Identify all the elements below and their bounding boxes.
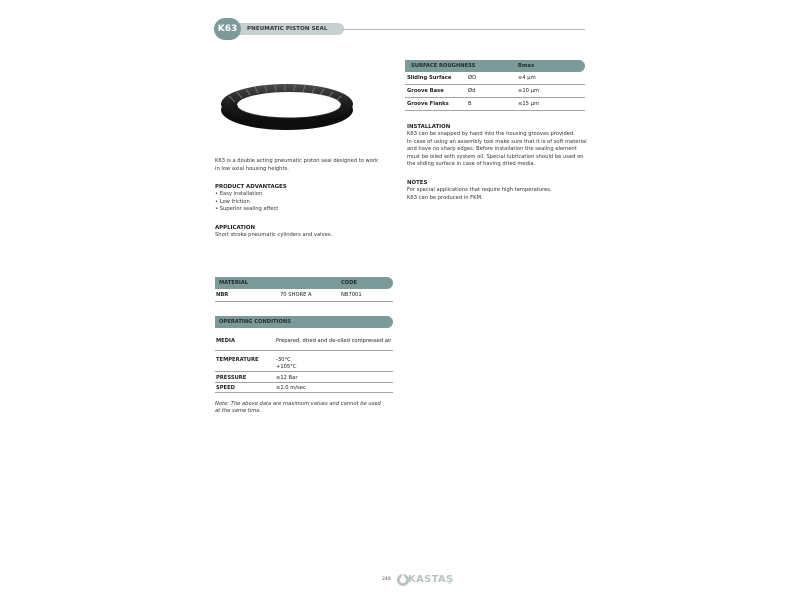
installation-text (407, 131, 592, 169)
operating-conditions-header (215, 316, 393, 328)
table-row (405, 86, 585, 98)
row-label: Groove Base (407, 88, 444, 94)
condition-value: -30°C (276, 357, 291, 363)
row-label: Sliding Surface (407, 75, 452, 81)
condition-label: PRESSURE (216, 375, 247, 381)
list-item: • Superior sealing effect (215, 206, 279, 213)
column-header: Rmax (518, 63, 535, 69)
installation-line: and have no sharp edges. Before installation the sealing element (407, 146, 577, 153)
row-label: Groove Flanks (407, 101, 449, 107)
table-row (215, 373, 393, 383)
row-symbol: Ød (468, 88, 476, 94)
table-row (405, 73, 585, 85)
advantages-list (215, 191, 395, 214)
row-value: ≤4 µm (518, 75, 536, 81)
list-item: • Easy installation (215, 191, 263, 197)
product-code-badge: K63 (214, 18, 241, 40)
notes-line: K63 can be produced in FKM. (407, 194, 483, 201)
row-value: ≤15 µm (518, 101, 539, 107)
column-header: MATERIAL (219, 280, 249, 286)
notes-line: For special applications that require high temperatures, (407, 187, 552, 193)
seal-product-image (217, 80, 357, 132)
description-line: in low axial housing heights. (215, 165, 289, 172)
note-line: Note: The above data are maximum values and cannot be used (215, 401, 381, 407)
condition-label: SPEED (216, 385, 235, 391)
maximum-values-note (215, 401, 395, 416)
installation-line: K63 can be snapped by hand into the housing grooves provided. (407, 131, 575, 137)
table-row (215, 355, 393, 372)
installation-line: must be oiled with system oil. Special lubrication should be used on (407, 153, 584, 160)
product-description (215, 158, 395, 173)
note-line: at the same time. (215, 408, 262, 415)
notes-text (407, 187, 592, 202)
condition-label: TEMPERATURE (216, 357, 259, 363)
condition-value: ≤12 Bar (276, 375, 298, 381)
table-row (215, 290, 393, 302)
product-title: PNEUMATIC PISTON SEAL (247, 26, 328, 32)
page-footer (382, 573, 462, 587)
condition-value: Prepared, dried and de-oiled compressed air (276, 338, 392, 344)
column-header: SURFACE ROUGHNESS (411, 63, 476, 69)
row-symbol: ØD (468, 75, 477, 81)
header-rule (342, 29, 585, 30)
column-header: CODE (341, 280, 358, 286)
description-line: K63 is a double acting pneumatic piston seal designed to work (215, 158, 379, 164)
list-item: • Low friction (215, 198, 250, 205)
material-table-header (215, 277, 393, 289)
surface-roughness-header (405, 60, 585, 72)
installation-heading: INSTALLATION (407, 124, 451, 130)
row-value: ≤10 µm (518, 88, 539, 94)
installation-line: In case of using an assembly tool make sure that it is of soft material (407, 138, 587, 145)
condition-value: +105°C (276, 364, 297, 370)
page-number: 248 (382, 577, 391, 582)
material-hardness: 70 SHORE A (280, 292, 312, 298)
application-text: Short stroke pneumatic cylinders and valves. (215, 232, 333, 238)
material-code: NB7001 (341, 292, 362, 298)
table-row (405, 99, 585, 111)
condition-label: MEDIA (216, 338, 235, 344)
notes-heading: NOTES (407, 180, 428, 186)
row-symbol: B (468, 101, 472, 107)
table-row (215, 336, 393, 351)
advantages-heading: PRODUCT ADVANTAGES (215, 184, 287, 190)
material-name: NBR (216, 292, 229, 298)
application-heading: APPLICATION (215, 225, 255, 231)
brand-logo-text: KASTAŞ (408, 574, 454, 585)
column-header: OPERATING CONDITIONS (219, 319, 291, 325)
installation-line: the sliding surface in case of having dried media. (407, 161, 536, 168)
condition-value: ≤1.0 m/sec (276, 385, 306, 391)
table-row (215, 383, 393, 393)
